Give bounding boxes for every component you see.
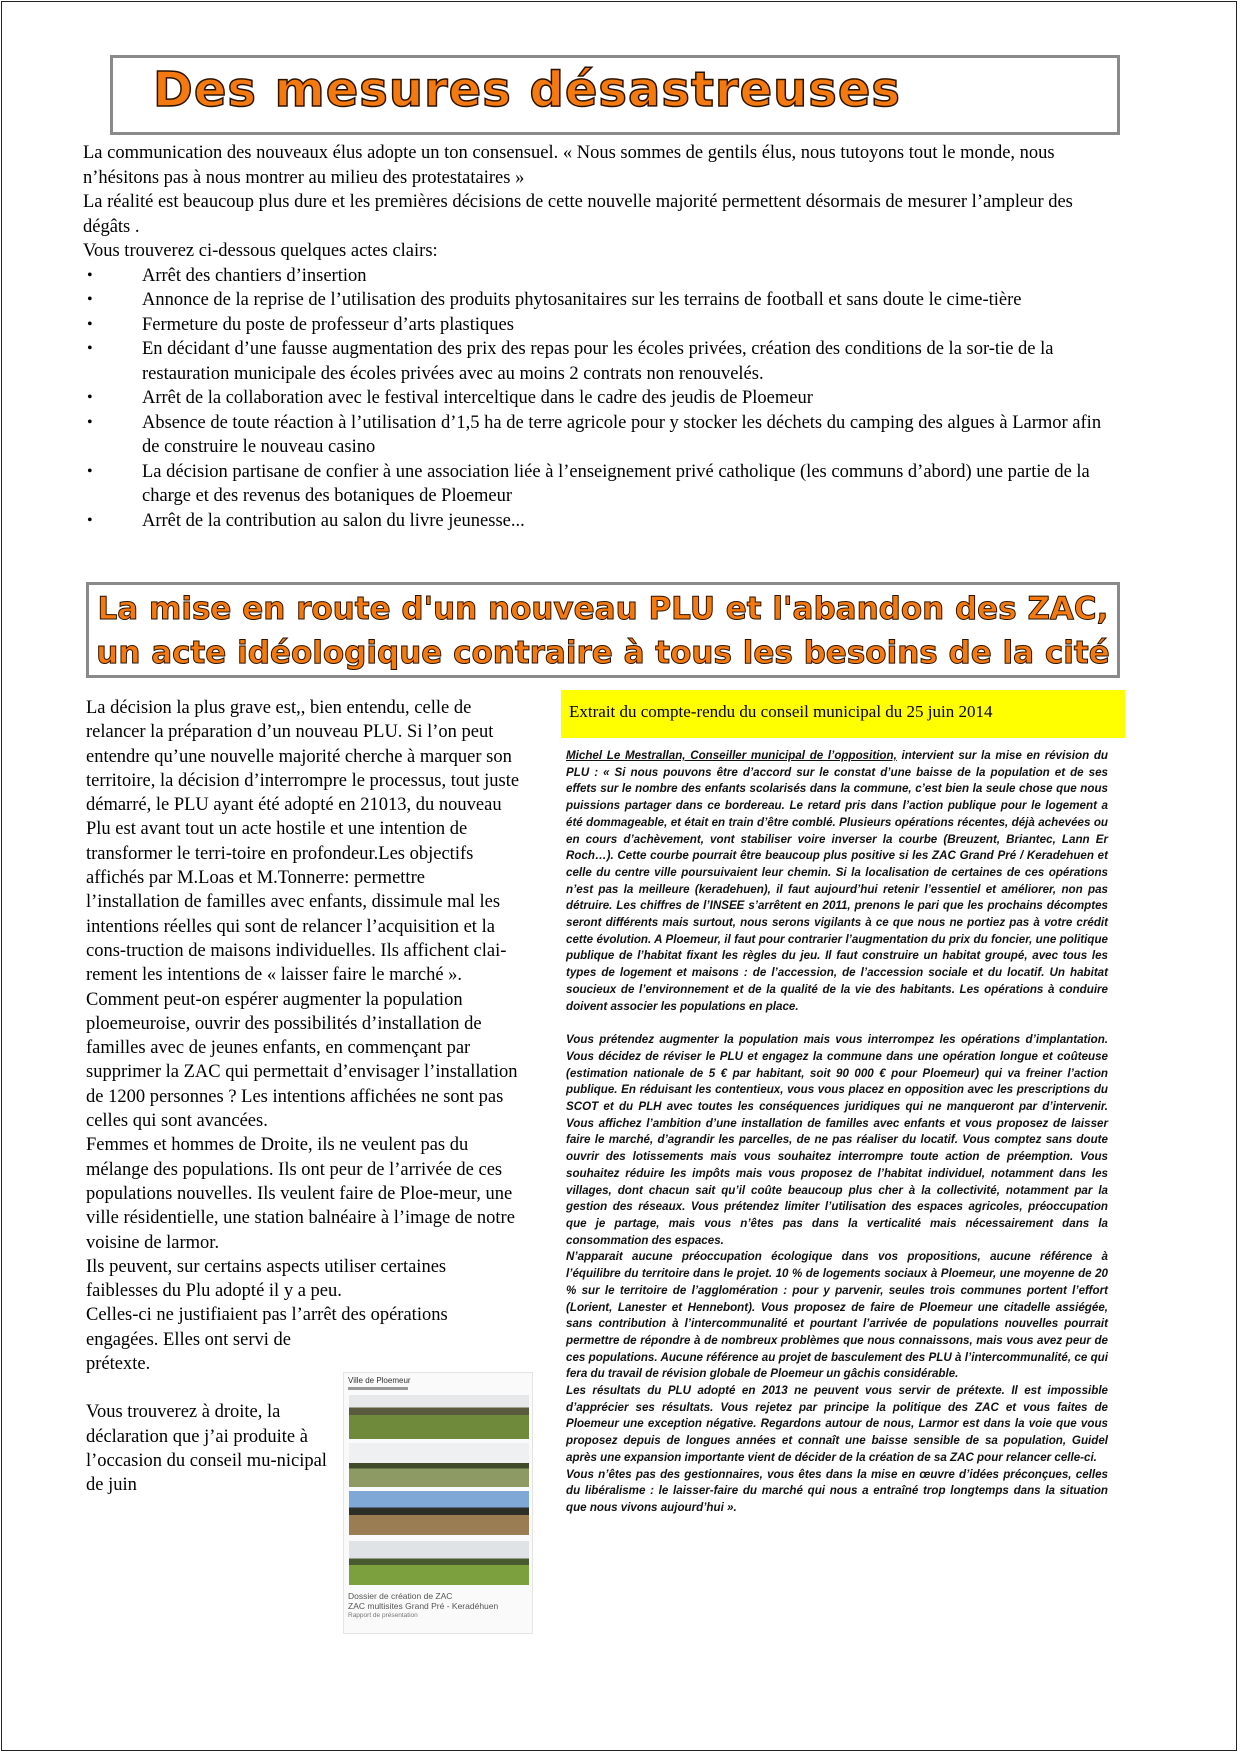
list-item: • Arrêt des chantiers d’insertion	[83, 264, 1113, 289]
list-item: • En décidant d’une fausse augmentation des prix des repas pour les écoles privées, création des conditions de la sor-tie de la restauration municipale des écoles privées avec au moins 2 contrats non renouvelés.	[83, 337, 1113, 386]
list-item: • Arrêt de la contribution au salon du livre jeunesse...	[83, 509, 1113, 534]
left-paragraph-4: Ils peuvent, sur certains aspects utiliser certaines faiblesses du Plu adopté il y a peu.	[86, 1256, 447, 1302]
council-extract	[566, 748, 1108, 1517]
image-caption	[348, 1591, 498, 1621]
intro-paragraph-2: La réalité est beaucoup plus dure et les premières décisions de cette nouvelle majorité permettent désormais de mesurer l’ampleur des dégâts .	[83, 192, 1073, 237]
speaker-name: Michel Le Mestrallan, Conseiller municipal de l’opposition,	[566, 749, 897, 762]
extract-paragraph-3: N’apparait aucune préoccupation écologique dans vos propositions, aucune référence à l’équilibre du territoire dans le projet. 10 % de logements sociaux à Ploemeur, une moyenne de 20 % sur le territoire de l’agglomération : pour y parvenir, seules trois communes portent l’effort (Lorient, Lanester et Hennebont). Vous proposez de faire de Ploemeur une citadelle assiégée, sans contribution à l’intercommunalité et pourtant l’arrivée de populations nouvelles pourrait permettre de répondre à de nombreux problèmes que nous connaissons, mais vous avez peur de ces populations. Aucune référence au projet de basculement des PLU à l’intercommunalité, ce qui fera du travail de révision globale de Ploemeur un gâchis considérable.	[566, 1250, 1108, 1381]
title-banner-1	[110, 55, 1120, 135]
intro-section	[83, 141, 1113, 533]
extract-paragraph-5: Vous n’êtes pas des gestionnaires, vous êtes dans la mise en œuvre d’idées préconçues, celles du libéralisme : le laisser-faire du marché qui nous a entraîné trop longtemps dans la situation que nous vivons aujourd’hui ».	[566, 1467, 1108, 1514]
page-title: Des mesures désastreuses	[153, 62, 901, 118]
ploemeur-logo: Ville de Ploemeur	[348, 1376, 411, 1385]
section-title-line-1: La mise en route d'un nouveau PLU et l'abandon des ZAC,	[97, 591, 1109, 627]
landscape-photo	[349, 1443, 529, 1487]
extract-paragraph-4: Les résultats du PLU adopté en 2013 ne peuvent vous servir de prétexte. Il est impossible d’apprécier ses résultats. Vous rejetez par principe la politique des ZAC et vous faites de Ploemeur une exception négative. Regardons autour de nous, Larmor est dans la voie que vous proposez depuis de longues années et connaît une baisse sensible de sa population, Guidel après une expansion importante vient de décider de la création de sa ZAC pour relancer celle-ci.	[566, 1384, 1108, 1464]
left-paragraph-7: Vous trouverez à droite, la déclaration que j’ai produite à l’occasion du conseil mu-nicipal de juin	[86, 1402, 327, 1496]
list-item: • Arrêt de la collaboration avec le festival interceltique dans le cadre des jeudis de Ploemeur	[83, 386, 1113, 411]
measures-list	[83, 264, 1113, 534]
left-paragraph-6: engagées. Elles ont servi de prétexte.	[86, 1329, 291, 1375]
caption-line-2: ZAC multisites Grand Pré - Keradéhuen	[348, 1601, 499, 1611]
zac-report-cover-image	[343, 1372, 533, 1634]
landscape-photo	[349, 1541, 529, 1585]
extract-paragraph-2: Vous prétendez augmenter la population mais vous interrompez les opérations d’implantation. Vous décidez de réviser le PLU et engagez la commune dans une opération longue et coûteuse (estimation nationale de 5 € par habitant, soit 90 000 € pour Ploemeur) qui va freiner l’action publique. En réduisant les contentieux, vous vous placez en opposition avec les prescriptions du SCOT et du PLH avec toutes les conséquences juridiques qui ne manqueront par d’intervenir. Vous affichez l’ambition d’une installation de familles avec enfants et vous proposez de laisser faire le marché, d’agrandir les parcelles, de ne pas réaliser du locatif. Vous comptez sans doute ouvrir des lotissements mais vous souhaitez interrompre toute action de préemption. Vous souhaitez réduire les impôts mais vous proposez de l’habitat individuel, notamment dans les villages, dont chacun sait qu’il coûte beaucoup plus cher à la collectivité, notamment par la gestion des réseaux. Vous prétendez limiter l’utilisation des espaces agricoles, préoccupation que je partage, mais vous n’êtes pas dans la verticalité mais nécessairement dans la consommation des espaces.	[566, 1033, 1108, 1247]
list-item: • La décision partisane de confier à une association liée à l’enseignement privé catholique (les communs d’abord) une partie de la charge et des revenus des botaniques de Ploemeur	[83, 460, 1113, 509]
title-banner-2	[86, 582, 1120, 678]
extract-text-1: intervient sur la mise en révision du PLU : « Si nous pouvons être d’accord sur le constat d’une baisse de la population et de ses effets sur le nombre des enfants scolarisés dans la commune, c’est bien la seule chose que nous puissions partager dans ce bordereau. Le retard pris dans l’action publique pour le logement a été dommageable, et était en train d’être comblé. Plusieurs opérations récentes, déjà achevées ou en cours d’achèvement, vont stabiliser voire inverser la courbe (Breuzent, Briantec, Lann Er Roch…). Cette courbe pourrait être beaucoup plus positive si les ZAC Grand Pré / Keradehuen et celle du centre ville poursuivaient leur chemin. Si la localisation de certaines de ces opérations n’est pas la meilleure (keradehuen), il faut aujourd’hui retenir l’essentiel et améliorer, non pas détruire. Les chiffres de l’INSEE s’arrêtent en 2011, prenons le pari que les prochains décomptes seront différents mais surtout, nous serons vigilants à ce que nous ne portiez pas à votre crédit cette évolution. A Ploemeur, il faut pour contrarier l’augmentation du prix du foncier, une politique publique de l’habitat fixant les règles du jeu. Il faut construire un habitat groupé, avec tous les types de logement et maisons : de l’accession, de l’accession sociale et du locatif. Un habitat soucieux de l’environnement et de la qualité de la vie des habitants. Les opérations à conduire doivent associer les populations en place.	[566, 749, 1108, 1013]
landscape-photo	[349, 1491, 529, 1535]
list-item: • Absence de toute réaction à l’utilisation d’1,5 ha de terre agricole pour y stocker les déchets du camping des algues à Larmor afin de construire le nouveau casino	[83, 411, 1113, 460]
left-paragraph-1: La décision la plus grave est,, bien entendu, celle de relancer la préparation d’un nouveau PLU. Si l’on peut entendre qu’une nouvelle majorité cherche à marquer son territoire, la décision d’interrompre le processus, tout juste démarré, le PLU ayant été adopté en 21013, du nouveau Plu est avant tout un acte hostile et une intention de transformer le terri-toire en profondeur.Les objectifs affichés par M.Loas et M.Tonnerre: permettre l’installation de familles avec enfants, dissimule mal les intentions réelles qui sont de relancer l’acquisition et la cons-truction de maisons individuelles. Ils affichent clai-rement les intentions de « laisser faire le marché ».	[86, 698, 520, 986]
extract-paragraph-1	[566, 748, 1108, 1015]
intro-paragraph-3: Vous trouverez ci-dessous quelques actes clairs:	[83, 241, 438, 261]
left-paragraph-5: Celles-ci ne justifiaient pas l’arrêt des opérations	[86, 1305, 448, 1326]
caption-line-1: Dossier de création de ZAC	[348, 1591, 453, 1601]
landscape-photo	[349, 1395, 529, 1439]
intro-paragraph-1: La communication des nouveaux élus adopte un ton consensuel. « Nous sommes de gentils élus, nous tutoyons tout le monde, nous n’hésitons pas à nous montrer au milieu des protestataires »	[83, 143, 1055, 188]
section-title-line-2: un acte idéologique contraire à tous les besoins de la cité	[96, 635, 1110, 671]
extract-title: Extrait du compte-rendu du conseil municipal du 25 juin 2014	[561, 690, 1125, 738]
list-item: • Annonce de la reprise de l’utilisation des produits phytosanitaires sur les terrains de football et sans doute le cime-tière	[83, 288, 1113, 313]
left-paragraph-2: Comment peut-on espérer augmenter la population ploemeuroise, ouvrir des possibilités d’installation de familles avec de jeunes enfants, en commençant par supprimer la ZAC qui permettait d’envisager l’installation de 1200 personnes ? Les intentions affichées ne sont pas celles qui sont avancées.	[86, 989, 518, 1132]
caption-line-3: Rapport de présentation	[348, 1612, 418, 1619]
left-paragraph-3: Femmes et hommes de Droite, ils ne veulent pas du mélange des populations. Ils ont peur de l’arrivée de ces populations nouvelles. Ils veulent faire de Ploe-meur, une ville résidentielle, une station balnéaire à l’image de notre voisine de larmor.	[86, 1135, 515, 1253]
list-item: • Fermeture du poste de professeur d’arts plastiques	[83, 313, 1113, 338]
